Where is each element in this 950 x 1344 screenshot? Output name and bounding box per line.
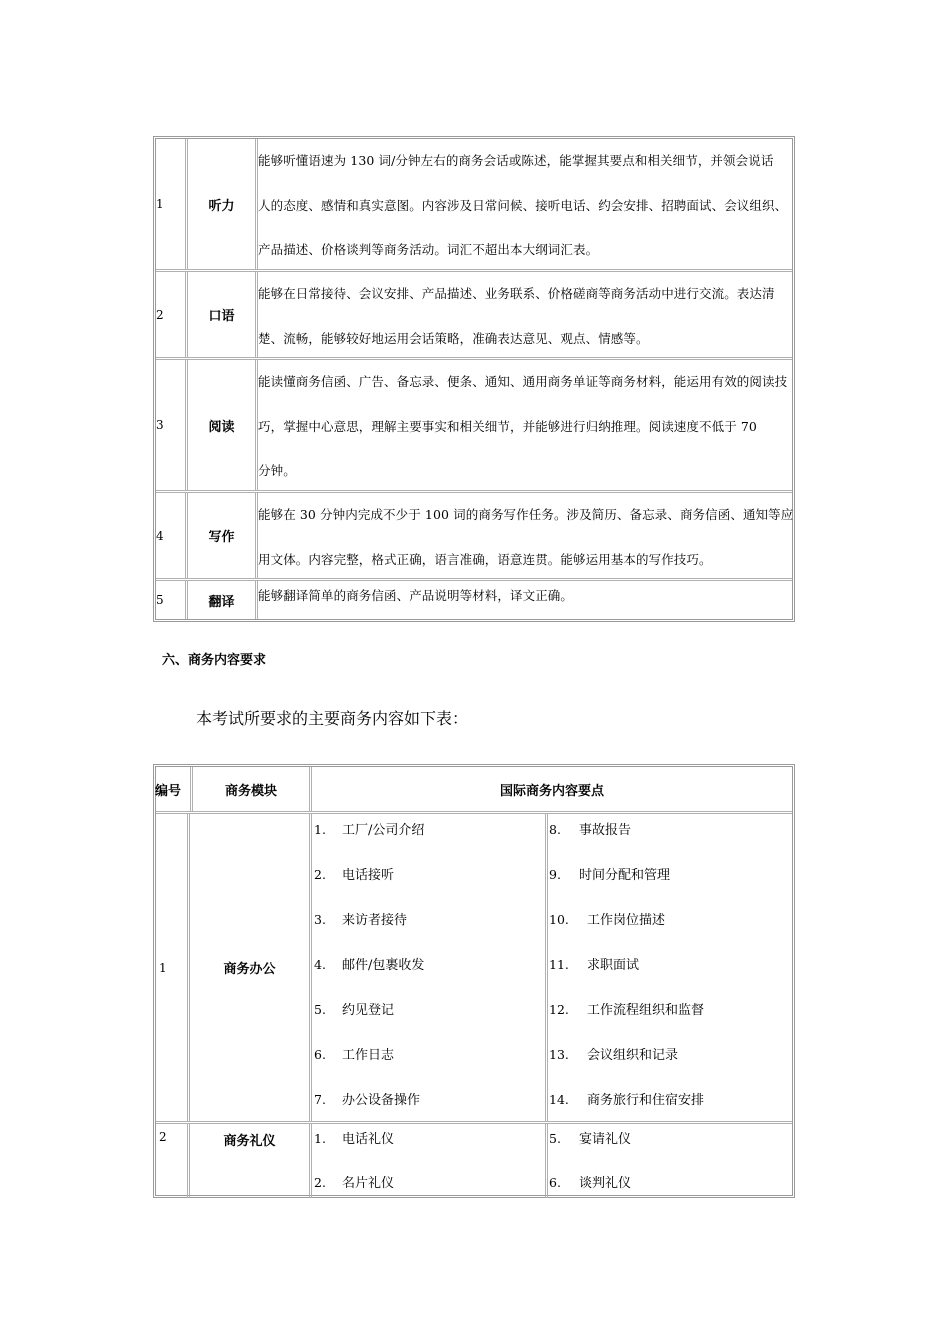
skill-description (258, 360, 792, 490)
header-content-points: 国际商务内容要点 (499, 783, 604, 799)
skill-name: 听力 (188, 139, 258, 269)
item-number: 12. (549, 1002, 569, 1017)
list-item (314, 814, 545, 859)
table-header-row (156, 767, 792, 814)
item-number: 6. (314, 1047, 326, 1062)
skill-description (258, 272, 792, 357)
item-number: 5. (549, 1131, 561, 1146)
item-text: 求职面试 (587, 958, 640, 973)
table-row (156, 272, 792, 360)
header-number: 编号 (154, 783, 181, 799)
item-number: 7. (314, 1092, 326, 1107)
item-text: 来访者接待 (342, 913, 408, 928)
module-name: 商务办公 (190, 814, 312, 1121)
row-number: 1 (156, 814, 190, 1121)
item-text: 时间分配和管理 (579, 868, 671, 883)
description-line: 分钟。 (258, 463, 296, 478)
list-item (314, 904, 545, 949)
list-item (314, 994, 545, 1039)
item-text: 会议组织和记录 (587, 1048, 679, 1063)
item-number: 3. (314, 912, 326, 927)
list-item (549, 949, 792, 994)
item-text: 商务旅行和住宿安排 (587, 1093, 705, 1108)
item-text: 谈判礼仪 (579, 1176, 632, 1191)
skill-name: 口语 (188, 272, 258, 357)
row-number: 4 (156, 493, 188, 578)
item-number: 14. (549, 1092, 569, 1107)
item-number: 1. (314, 822, 326, 837)
list-item (549, 994, 792, 1039)
skill-name: 阅读 (188, 360, 258, 490)
item-number: 9. (549, 867, 561, 882)
list-item (549, 814, 792, 859)
item-number: 1. (314, 1131, 326, 1146)
description-line: 能够在日常接待、会议安排、产品描述、业务联系、价格磋商等商务活动中进行交流。表达清 (258, 286, 775, 301)
item-text: 工作流程组织和监督 (587, 1003, 705, 1018)
description-line: 产品描述、价格谈判等商务活动。词汇不超出本大纲词汇表。 (258, 242, 599, 257)
item-text: 邮件/包裹收发 (342, 958, 425, 973)
item-text: 工作岗位描述 (587, 913, 666, 928)
item-text: 工作日志 (342, 1048, 395, 1063)
skill-description (258, 139, 792, 269)
content-list-left (314, 1124, 548, 1198)
list-item (549, 904, 792, 949)
item-text: 办公设备操作 (342, 1093, 421, 1108)
description-line: 能够在 30 分钟内完成不少于 100 词的商务写作任务。涉及简历、备忘录、商务信函、通知等应 (258, 507, 794, 522)
table-row (156, 139, 792, 272)
item-text: 约见登记 (342, 1003, 395, 1018)
table-row (156, 360, 792, 493)
item-text: 名片礼仪 (342, 1176, 395, 1191)
intro-paragraph: 本考试所要求的主要商务内容如下表： (196, 709, 469, 728)
content-list-right (549, 814, 792, 1121)
item-text: 电话接听 (342, 868, 395, 883)
list-item (314, 1084, 545, 1129)
skill-description (258, 581, 792, 619)
row-number: 3 (156, 360, 188, 490)
skills-table (153, 136, 795, 622)
list-item (549, 1084, 792, 1129)
content-list-left (314, 814, 548, 1121)
list-item (549, 1039, 792, 1084)
skill-name: 写作 (188, 493, 258, 578)
module-name: 商务礼仪 (190, 1124, 312, 1198)
description-line: 能读懂商务信函、广告、备忘录、便条、通知、通用商务单证等商务材料，能运用有效的阅读技 (258, 374, 788, 389)
item-text: 宴请礼仪 (579, 1132, 632, 1147)
item-number: 10. (549, 912, 569, 927)
list-item (314, 859, 545, 904)
description-line: 能够听懂语速为 130 词/分钟左右的商务会话或陈述，能掌握其要点和相关细节，并领会说话 (258, 153, 774, 168)
description-line: 能够翻译简单的商务信函、产品说明等材料，译文正确。 (258, 588, 574, 603)
item-text: 工厂/公司介绍 (342, 823, 425, 838)
list-item (549, 1168, 792, 1198)
description-line: 人的态度、感情和真实意图。内容涉及日常问候、接听电话、约会安排、招聘面试、会议组织、 (258, 197, 788, 213)
table-row (156, 581, 792, 619)
item-number: 2. (314, 867, 326, 882)
header-module: 商务模块 (190, 767, 312, 811)
description-line: 巧，掌握中心意思，理解主要事实和相关细节，并能够进行归纳推理。阅读速度不低于 70 (258, 418, 757, 434)
list-item (549, 859, 792, 904)
section-heading: 六、商务内容要求 (162, 653, 267, 668)
row-number: 2 (156, 272, 188, 357)
description-line: 楚、流畅，能够较好地运用会话策略，准确表达意见、观点、情感等。 (258, 330, 649, 346)
list-item (314, 1168, 545, 1198)
item-number: 5. (314, 1002, 326, 1017)
description-line: 用文体。内容完整，格式正确，语言准确，语意连贯。能够运用基本的写作技巧。 (258, 551, 712, 567)
item-number: 13. (549, 1047, 569, 1062)
row-number: 1 (156, 139, 188, 269)
table-row (156, 1124, 792, 1198)
item-number: 6. (549, 1175, 561, 1190)
content-list-right (549, 1124, 792, 1198)
item-text: 电话礼仪 (342, 1132, 395, 1147)
skill-description (258, 493, 792, 578)
table-row (156, 493, 792, 581)
item-text: 事故报告 (579, 823, 632, 838)
item-number: 4. (314, 957, 326, 972)
skill-name: 翻译 (188, 581, 258, 619)
list-item (549, 1124, 792, 1168)
list-item (314, 949, 545, 994)
list-item (314, 1039, 545, 1084)
list-item (314, 1124, 545, 1168)
item-number: 11. (549, 957, 569, 972)
item-number: 2. (314, 1175, 326, 1190)
row-number: 2 (156, 1124, 190, 1198)
item-number: 8. (549, 822, 561, 837)
table-row (156, 814, 792, 1124)
row-number: 5 (156, 581, 188, 619)
business-content-table (153, 764, 795, 1198)
